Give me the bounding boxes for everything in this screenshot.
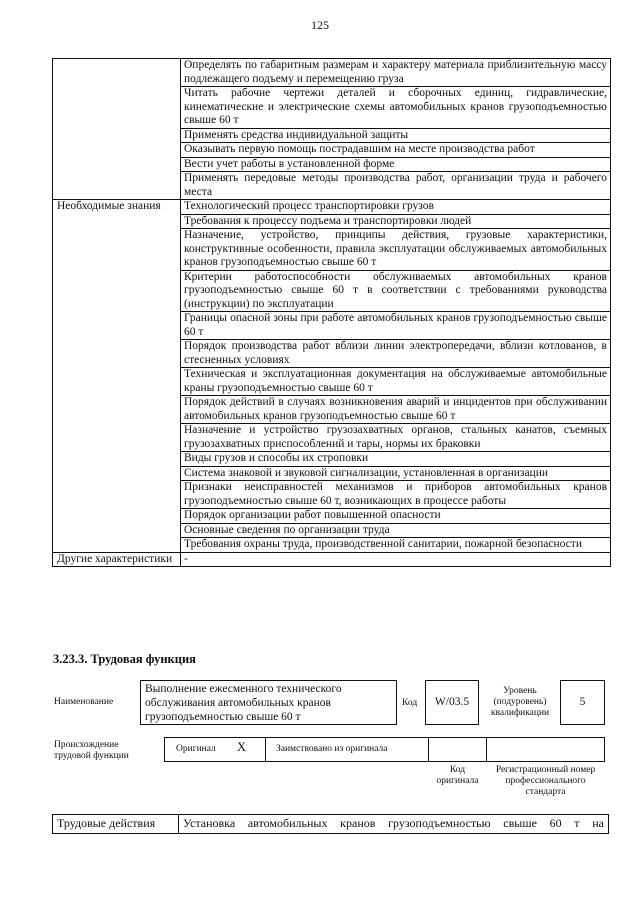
- other-items: [181, 553, 610, 567]
- skills-row: [53, 59, 610, 199]
- skill-item: Определять по габаритным размерам и характеру материала приблизительную массу подлежащего подъему и перемещению груза: [181, 59, 610, 87]
- knowledge-items: [181, 200, 610, 552]
- labor-actions-label: Трудовые действия: [52, 814, 179, 834]
- level-label: Уровень (подуровень) квалификации: [490, 686, 550, 718]
- knowledge-label: Необходимые знания: [53, 200, 181, 552]
- original-mark: X: [237, 740, 247, 754]
- knowledge-item: Порядок действий в случаях возникновения аварий и инцидентов при обслуживании автомобильных кранов грузоподъемностью свыше 60 т: [181, 396, 610, 424]
- name-label: Наименование: [54, 697, 114, 707]
- level-value: 5: [560, 680, 605, 725]
- knowledge-item: Требования охраны труда, производственной санитарии, пожарной безопасности: [184, 538, 582, 550]
- reg-num-cell: [486, 737, 605, 762]
- original-label: Оригинал: [176, 744, 216, 754]
- other-row: [53, 552, 610, 567]
- page-number: 125: [311, 18, 329, 32]
- knowledge-item: Порядок организации работ повышенной опасности: [181, 509, 610, 524]
- knowledge-item: Признаки неисправностей механизмов и приборов автомобильных кранов грузоподъемностью свыше 60 т, возникающих в процессе работы: [181, 481, 610, 509]
- other-label: Другие характеристики: [53, 553, 181, 567]
- reg-num-label: Регистрационный номер профессионального стандарта: [495, 765, 596, 797]
- skill-item: Применять средства индивидуальной защиты: [181, 129, 610, 144]
- knowledge-item: Требования к процессу подъема и транспортировки людей: [181, 215, 610, 230]
- code-label: Код: [402, 698, 418, 708]
- knowledge-item: Порядок производства работ вблизи линии электропередачи, вблизи котлованов, в стесненных условиях: [181, 340, 610, 368]
- section-title: 3.23.3. Трудовая функция: [53, 652, 196, 666]
- code-value: W/03.5: [425, 680, 479, 725]
- skills-knowledge-table: [52, 58, 611, 567]
- skills-items: [181, 59, 610, 199]
- skill-item: Читать рабочие чертежи деталей и сборочных единиц, гидравлические, кинематические и электрические схемы автомобильных кранов грузоподъемностью свыше 60 т: [181, 87, 610, 129]
- knowledge-item: Техническая и эксплуатационная документация на обслуживаемые автомобильные краны грузоподъемностью свыше 60 т: [181, 368, 610, 396]
- borrowed-label: Заимствовано из оригинала: [276, 744, 388, 754]
- knowledge-row: [53, 199, 610, 552]
- knowledge-item: Границы опасной зоны при работе автомобильных кранов грузоподъемностью свыше 60 т: [181, 312, 610, 340]
- origin-label: Происхождение трудовой функции: [54, 740, 129, 761]
- skill-item: Вести учет работы в установленной форме: [181, 158, 610, 173]
- knowledge-item: Основные сведения по организации труда: [181, 524, 610, 539]
- labor-action-item: Установка автомобильных кранов грузоподъемностью свыше 60 т на: [178, 814, 609, 834]
- knowledge-item: Назначение и устройство грузозахватных органов, стальных канатов, съемных грузозахватных приспособлений и тары, нормы их браковки: [181, 424, 610, 452]
- orig-code-cell: [428, 737, 487, 762]
- skill-item: Применять передовые методы производства работ, организации труда и рабочего места: [184, 172, 607, 198]
- knowledge-item: Назначение, устройство, принципы действия, грузовые характеристики, конструктивные особенности, правила эксплуатации обслуживаемых автомобильных кранов грузоподъемностью свыше 60 т: [181, 229, 610, 271]
- knowledge-item: Система знаковой и звуковой сигнализации, установленная в организации: [181, 467, 610, 482]
- knowledge-item: Виды грузов и способы их строповки: [181, 452, 610, 467]
- skills-label-cell: [53, 59, 181, 199]
- knowledge-item: Технологический процесс транспортировки грузов: [181, 200, 610, 215]
- skill-item: Оказывать первую помощь пострадавшим на месте производства работ: [181, 143, 610, 158]
- other-value: -: [184, 552, 188, 565]
- orig-code-label: Код оригинала: [436, 765, 479, 786]
- name-value-box: Выполнение ежесменного технического обслуживания автомобильных кранов грузоподъемностью свыше 60 т: [140, 680, 397, 725]
- knowledge-item: Критерии работоспособности обслуживаемых автомобильных кранов грузоподъемностью свыше 60 т в соответствии с требованиями руководства (инструкции) по эксплуатации: [181, 271, 610, 313]
